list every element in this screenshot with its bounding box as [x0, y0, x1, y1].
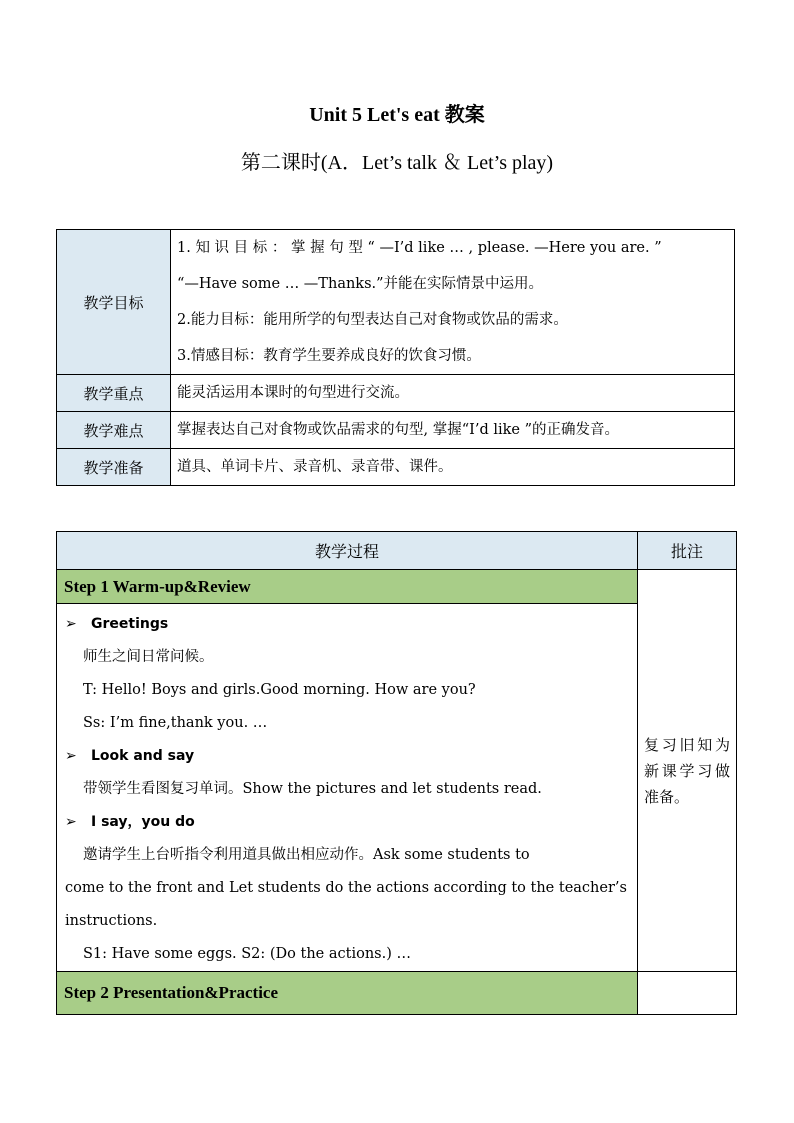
bullet-greetings [65, 608, 631, 641]
bullet-label: Look and say [91, 748, 195, 764]
content-line: S1: Have some eggs. S2: (Do the actions.) … [83, 946, 411, 962]
notes-header: 批注 [638, 532, 737, 570]
content-line: 邀请学生上台听指令利用道具做出相应动作。Ask some students to [83, 847, 530, 863]
content-line: 带领学生看图复习单词。Show the pictures and let students read. [83, 781, 542, 797]
content-line: 道具、单词卡片、录音机、录音带、课件。 [177, 459, 453, 475]
content-line: instructions. [65, 913, 158, 929]
process-header: 教学过程 [57, 532, 638, 570]
content-line: 2.能力目标：能用所学的句型表达自己对食物或饮品的需求。 [177, 312, 568, 328]
table-header-row [57, 532, 737, 570]
arrow-bullet-icon: ➢ [65, 814, 77, 830]
content-line: “—Have some … —Thanks.”并能在实际情景中运用。 [177, 276, 544, 292]
content-line: 师生之间日常问候。 [83, 649, 214, 665]
content-line: 1. 知 识 目 标 ： 掌 握 句 型 “ —I’d like … , please. —Here you are. ” [177, 240, 662, 256]
content-line: Ss: I’m fine,thank you. … [83, 715, 268, 731]
content-line: 3.情感目标：教育学生要养成良好的饮食习惯。 [177, 348, 481, 364]
content-line: 掌握表达自己对食物或饮品需求的句型, 掌握“I’d like ”的正确发音。 [177, 422, 620, 438]
table-row [57, 449, 735, 486]
row-label: 教学准备 [57, 449, 171, 486]
row-content [171, 449, 735, 486]
content-line: 能灵活运用本课时的句型进行交流。 [177, 385, 409, 401]
process-table [56, 531, 737, 1015]
row-content [171, 375, 735, 412]
content-line: T: Hello! Boys and girls.Good morning. How are you? [83, 682, 476, 698]
row-label: 教学难点 [57, 412, 171, 449]
step-2-note [638, 972, 737, 1015]
row-content [171, 230, 735, 375]
step-1-body [57, 604, 638, 972]
table-row [57, 972, 737, 1015]
step-2-title: Step 2 Presentation&Practice [57, 972, 638, 1015]
table-row [57, 375, 735, 412]
step-1-note: 复习旧知为新课学习做准备。 [638, 570, 737, 972]
arrow-bullet-icon: ➢ [65, 616, 77, 632]
table-row [57, 604, 737, 972]
document-subtitle: 第二课时(A．Let’s talk ＆ Let’s play) [240, 152, 554, 174]
content-line: come to the front and Let students do the actions according to the teacher’s [65, 880, 627, 896]
bullet-i-say-you-do [65, 806, 631, 839]
document-title: Unit 5 Let's eat 教案 [309, 104, 485, 126]
objectives-table [56, 229, 735, 486]
table-row [57, 570, 737, 604]
bullet-look-and-say [65, 740, 631, 773]
bullet-label: Greetings [91, 616, 169, 632]
table-row [57, 230, 735, 375]
row-label: 教学目标 [57, 230, 171, 375]
table-row [57, 412, 735, 449]
row-content [171, 412, 735, 449]
arrow-bullet-icon: ➢ [65, 748, 77, 764]
row-label: 教学重点 [57, 375, 171, 412]
step-1-title: Step 1 Warm-up&Review [57, 570, 638, 604]
bullet-label: I say，you do [91, 814, 195, 830]
